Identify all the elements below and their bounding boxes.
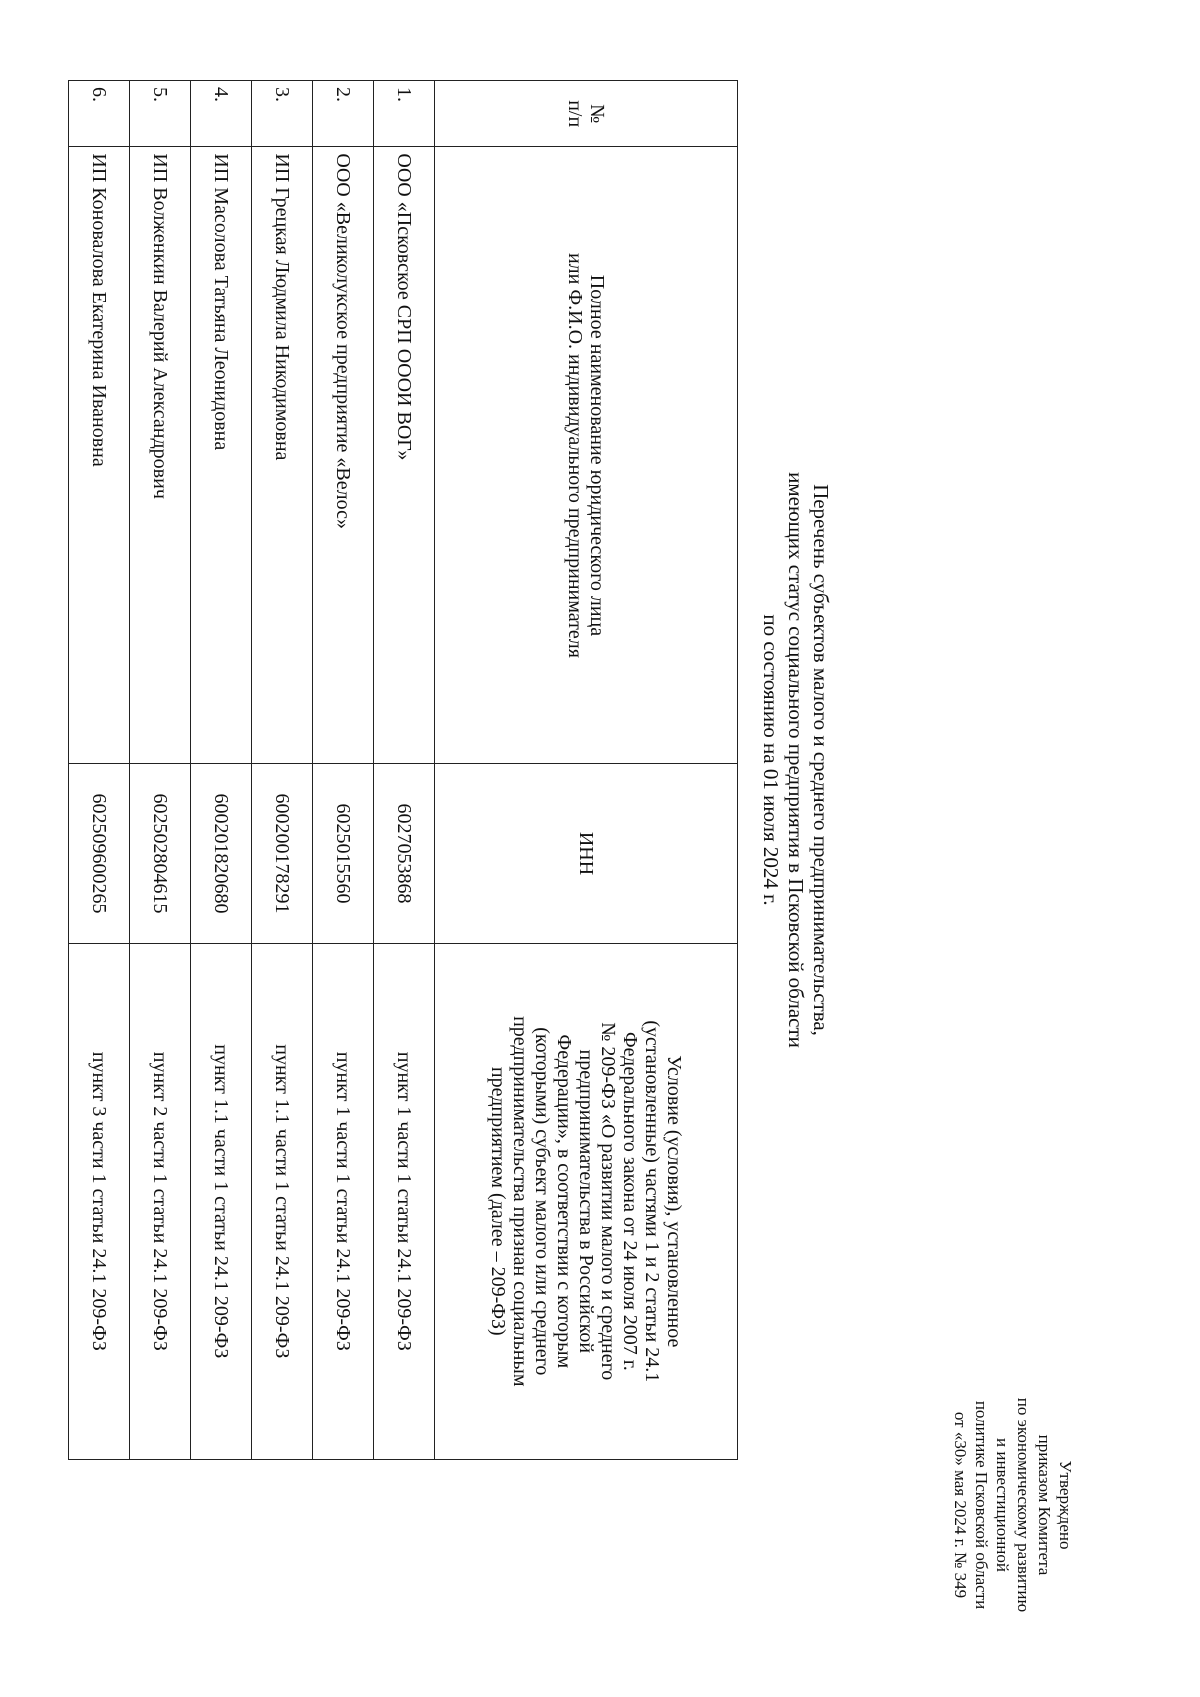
table-row <box>252 81 313 1460</box>
header-number: № п/п <box>435 81 738 147</box>
approval-line: Утверждено <box>1056 1460 1075 1550</box>
row-inn: 6025015560 <box>313 764 374 943</box>
document-title <box>758 260 833 1260</box>
row-condition: пункт 3 части 1 статьи 24.1 209-ФЗ <box>69 943 130 1459</box>
table-row <box>130 81 191 1460</box>
approval-line: по экономическому развитию <box>1014 1397 1033 1613</box>
title-line: Перечень субъектов малого и среднего предпринимательства, <box>809 484 833 1036</box>
approval-line: и инвестиционной <box>993 1438 1012 1572</box>
row-name: ИП Грецкая Людмила Никодимовна <box>252 147 313 764</box>
row-inn: 6027053868 <box>374 764 435 943</box>
entrepreneurs-table <box>68 80 738 1460</box>
table-row <box>374 81 435 1460</box>
approval-line: приказом Комитета <box>1035 1434 1054 1576</box>
row-condition: пункт 1.1 части 1 статьи 24.1 209-ФЗ <box>252 943 313 1459</box>
rotated-document-sheet <box>88 80 1088 1630</box>
row-condition: пункт 1 части 1 статьи 24.1 209-ФЗ <box>313 943 374 1459</box>
approval-line: политике Псковской области <box>972 1400 991 1610</box>
header-inn: ИНН <box>435 764 738 943</box>
row-name: ИП Масолова Татьяна Леонидовна <box>191 147 252 764</box>
row-name: ООО «Псковское СРП ОООИ ВОГ» <box>374 147 435 764</box>
header-condition: Условие (условия), установленное (установленные) частями 1 и 2 статьи 24.1 Федерального закона от 24 июля 2007 г. № 209-ФЗ «О развитии малого и среднего предпринимательства в Российской Федерации», в соответствии с которым (которыми) субъект малого или среднего предпринимательства признан социальным предприятием (далее – 209-ФЗ) <box>435 943 738 1459</box>
row-number: 3. <box>252 81 313 147</box>
table-row <box>69 81 130 1460</box>
header-name: Полное наименование юридического лица или Ф.И.О. индивидуального предпринимателя <box>435 147 738 764</box>
title-line: по состоянию на 01 июля 2024 г. <box>759 614 783 906</box>
approval-stamp-block <box>950 1380 1076 1630</box>
row-inn: 600201820680 <box>191 764 252 943</box>
row-inn: 600200178291 <box>252 764 313 943</box>
row-inn: 602509600265 <box>69 764 130 943</box>
approval-line: от «30» мая 2024 г. № 349 <box>951 1411 970 1599</box>
table-row <box>191 81 252 1460</box>
row-inn: 602502804615 <box>130 764 191 943</box>
row-name: ИП Коновалова Екатерина Ивановна <box>69 147 130 764</box>
row-name: ИП Волженкин Валерий Александрович <box>130 147 191 764</box>
table-header-row <box>435 81 738 1460</box>
row-number: 4. <box>191 81 252 147</box>
title-line: имеющих статус социального предприятия в Псковской области <box>784 472 808 1048</box>
row-number: 6. <box>69 81 130 147</box>
row-condition: пункт 2 части 1 статьи 24.1 209-ФЗ <box>130 943 191 1459</box>
table-row <box>313 81 374 1460</box>
row-condition: пункт 1.1 части 1 статьи 24.1 209-ФЗ <box>191 943 252 1459</box>
row-name: ООО «Великолукское предприятие «Велос» <box>313 147 374 764</box>
row-number: 5. <box>130 81 191 147</box>
row-condition: пункт 1 части 1 статьи 24.1 209-ФЗ <box>374 943 435 1459</box>
row-number: 1. <box>374 81 435 147</box>
row-number: 2. <box>313 81 374 147</box>
